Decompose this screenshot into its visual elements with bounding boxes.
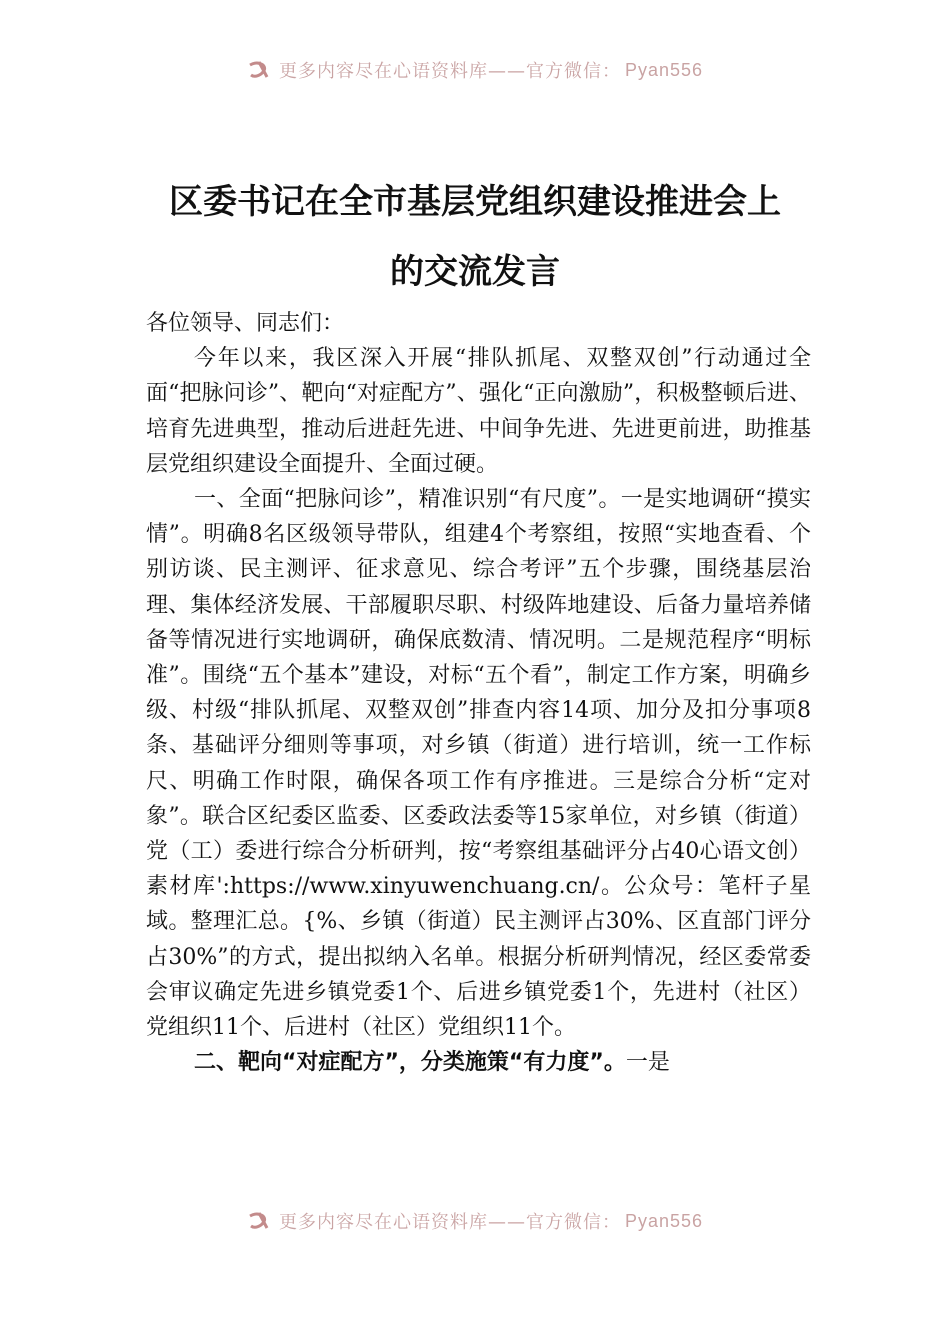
brand-logo-icon [247, 59, 273, 81]
paragraph-section-1: 一、全面“把脉问诊”，精准识别“有尺度”。一是实地调研“摸实情”。明确8名区级领导带队，组建4个考察组，按照“实地查看、个别访谈、民主测评、征求意见、综合考评”五个步骤，围绕基层治理、集体经济发展、干部履职尽职、村级阵地建设、后备力量培养储备等情况进行实地调研，确保底数清、情况明。二是规范程序“明标准”。围绕“五个基本”建设，对标“五个看”，制定工作方案，明确乡级、村级“排队抓尾、双整双创”排查内容14项、加分及扣分事项8条、基础评分细则等事项，对乡镇（街道）进行培训，统一工作标尺、明确工作时限，确保各项工作有序推进。三是综合分析“定对象”。联合区纪委区监委、区委政法委等15家单位，对乡镇（街道）党（工）委进行综合分析研判，按“考察组基础评分占40心语文创）素材库':https://www.xinyuwenchuang.cn/。公众号：笔杆子星域。整理汇总。{%、乡镇（街道）民主测评占30%、区直部门评分占30%”的方式，提出拟纳入名单。根据分析研判情况，经区委常委会审议确定先进乡镇党委1个、后进乡镇党委1个，先进村（社区）党组织11个、后进村（社区）党组织11个。 [146, 487, 811, 1041]
watermark-text: 更多内容尽在心语资料库——官方微信： [278, 1212, 621, 1233]
document-title-line-1: 区委书记在全市基层党组织建设推进会上 [169, 182, 781, 222]
paragraph-intro: 今年以来，我区深入开展“排队抓尾、双整双创”行动通过全面“把脉问诊”、靶向“对症配方”、强化“正向激励”，积极整顿后进、培育先进典型，推动后进赶先进、中间争先进、先进更前进，助推基层党组织建设全面提升、全面过硬。 [146, 346, 811, 477]
brand-logo-icon [247, 1210, 273, 1232]
salutation: 各位领导、同志们： [146, 311, 345, 336]
section-2-text: 一是 [625, 1050, 670, 1076]
document-title-line-2: 的交流发言 [390, 252, 560, 292]
watermark-handle: Pyan556 [624, 59, 704, 80]
document-body [146, 306, 811, 1080]
paragraph-section-2-start [146, 1045, 811, 1080]
watermark-bottom [0, 1205, 950, 1237]
section-2-heading: 二、靶向“对症配方”，分类施策“有力度”。 [194, 1050, 626, 1076]
watermark-text: 更多内容尽在心语资料库——官方微信： [278, 61, 621, 82]
watermark-top [0, 54, 950, 86]
watermark-handle: Pyan556 [624, 1210, 704, 1231]
